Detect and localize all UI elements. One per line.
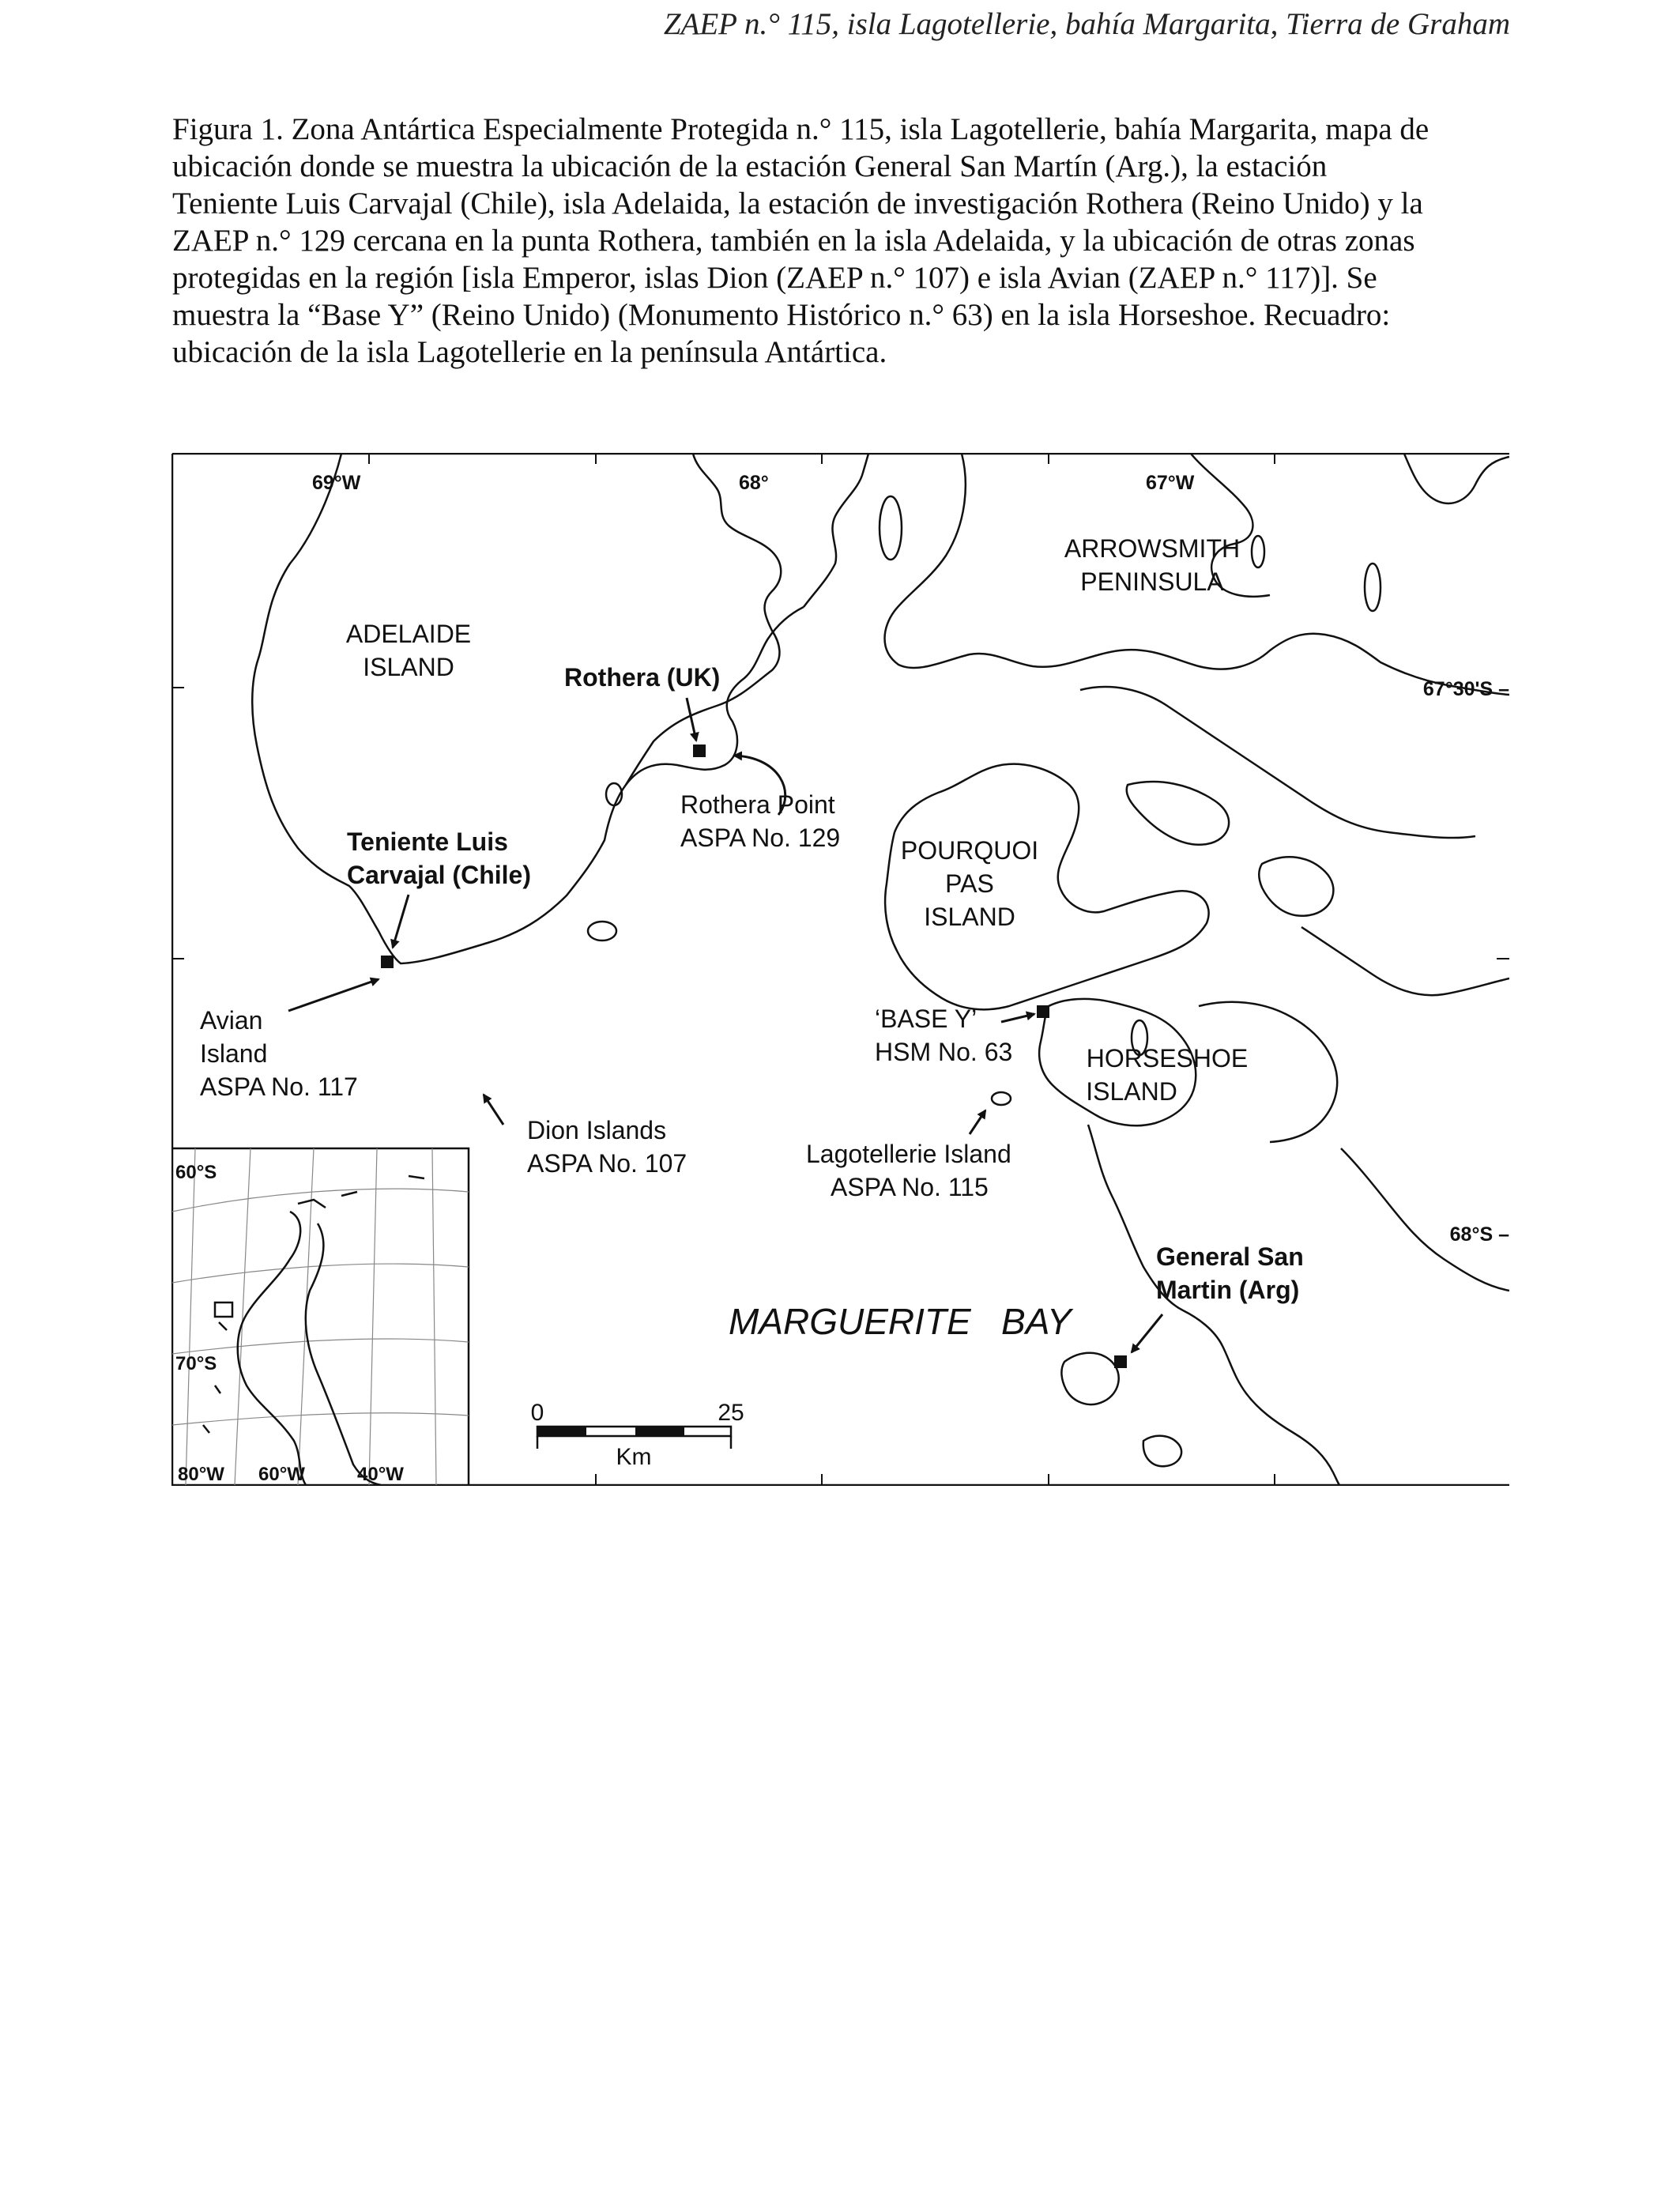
rothera-label: Rothera (UK) <box>564 663 721 692</box>
base-y-arrow <box>1001 1014 1034 1022</box>
caption-line: ubicación de la isla Lagotellerie en la península Antártica. <box>172 335 887 369</box>
lagotellerie-arrow <box>970 1110 985 1134</box>
rothera-point-label: Rothera Point <box>680 790 835 819</box>
coast-north-2 <box>804 454 868 607</box>
horseshoe-label: HORSESHOE <box>1086 1044 1249 1072</box>
dion-label: Dion Islands <box>527 1116 667 1144</box>
arrowsmith-label: ARROWSMITH <box>1064 534 1241 563</box>
pourquoi-label: PAS <box>945 869 994 898</box>
san-martin-label: General San <box>1156 1242 1304 1271</box>
region-labels <box>346 534 1248 1342</box>
southern-island-1 <box>1061 1353 1118 1404</box>
inset-map <box>172 1148 469 1485</box>
marguerite-bay-label: MARGUERITE BAY <box>729 1301 1072 1342</box>
scale-start-label: 0 <box>530 1400 544 1426</box>
running-header: ZAEP n.° 115, isla Lagotellerie, bahía Margarita, Tierra de Graham <box>663 7 1510 41</box>
caption-line: protegidas en la región [isla Emperor, islas Dion (ZAEP n.° 107) e isla Avian (ZAEP n.° 117)]. Se <box>172 261 1377 295</box>
scale-end-label: 25 <box>718 1400 744 1426</box>
rothera-arrow <box>687 698 696 741</box>
horseshoe-label: ISLAND <box>1086 1077 1177 1106</box>
avian-arrow <box>288 979 379 1011</box>
inset-latitude-label: 60°S <box>175 1162 217 1183</box>
rothera-station-marker <box>693 745 706 757</box>
base-y-label: ‘BASE Y’ <box>875 1005 977 1033</box>
avian-label: Avian <box>200 1006 263 1035</box>
latitude-label: 68°S – <box>1449 1223 1509 1246</box>
east-island-2 <box>1259 857 1333 915</box>
san-martin-station-marker <box>1114 1355 1127 1368</box>
scale-unit-label: Km <box>616 1444 652 1470</box>
latitude-label: 67°30'S – <box>1422 678 1509 700</box>
map-svg <box>171 453 1509 1486</box>
rothera-point-label: ASPA No. 129 <box>680 824 841 852</box>
small-island <box>1252 536 1264 567</box>
san-martin-label: Martin (Arg) <box>1156 1276 1300 1304</box>
small-island <box>1365 564 1381 611</box>
carvajal-label: Carvajal (Chile) <box>347 861 531 889</box>
avian-label: ASPA No. 117 <box>200 1072 358 1101</box>
east-channel-coast <box>1080 687 1475 838</box>
scale-bar <box>531 1400 744 1470</box>
inset-longitude-label: 40°W <box>357 1464 404 1485</box>
east-coast-mid <box>1301 927 1509 995</box>
avian-label: Island <box>200 1039 268 1068</box>
caption-line: ubicación donde se muestra la ubicación de la estación General San Martín (Arg.), la estación <box>172 149 1328 183</box>
carvajal-arrow <box>393 895 409 948</box>
pourquoi-label: ISLAND <box>924 903 1015 931</box>
carvajal-label: Teniente Luis <box>347 827 508 856</box>
figure-caption <box>172 111 1516 371</box>
adelaide-label: ISLAND <box>363 653 454 681</box>
southern-island-2 <box>1143 1436 1181 1467</box>
lagotellerie-island-shape <box>992 1092 1011 1105</box>
inset-longitude-label: 60°W <box>258 1464 305 1485</box>
northern-coast <box>626 454 781 785</box>
lagotellerie-label: Lagotellerie Island <box>806 1140 1011 1168</box>
caption-line: ZAEP n.° 129 cercana en la punta Rothera, también en la isla Adelaida, y la ubicación de otras zonas <box>172 224 1415 258</box>
longitude-label: 69°W <box>312 472 361 494</box>
carvajal-station-marker <box>381 956 394 968</box>
base-y-label: HSM No. 63 <box>875 1038 1013 1066</box>
location-map <box>171 453 1509 1486</box>
lagotellerie-label: ASPA No. 115 <box>831 1173 989 1201</box>
caption-line: Teniente Luis Carvajal (Chile), isla Adelaida, la estación de investigación Rothera (Reino Unido) y la <box>172 187 1423 221</box>
base-y-marker <box>1037 1005 1049 1018</box>
pourquoi-label: POURQUOI <box>900 836 1039 865</box>
caption-line: Figura 1. Zona Antártica Especialmente Protegida n.° 115, isla Lagotellerie, bahía Margarita, mapa de <box>172 112 1430 146</box>
station-labels <box>347 663 1304 1304</box>
east-island-1 <box>1127 782 1229 845</box>
inset-latitude-label: 70°S <box>175 1353 217 1374</box>
mainland-coast-east <box>1341 1148 1509 1291</box>
inset-longitude-label: 80°W <box>178 1464 224 1485</box>
mainland-coast-south <box>1088 1125 1339 1485</box>
longitude-label: 67°W <box>1146 472 1195 494</box>
arrowsmith-label: PENINSULA <box>1080 567 1224 596</box>
caption-line: muestra la “Base Y” (Reino Unido) (Monumento Histórico n.° 63) en la isla Horseshoe. Recuadro: <box>172 298 1391 332</box>
small-island <box>588 922 616 941</box>
dion-arrow <box>484 1095 503 1125</box>
adelaide-label: ADELAIDE <box>345 620 472 648</box>
pourquoi-pas-island-coast <box>885 764 1209 1010</box>
northeast-coast <box>1404 454 1509 503</box>
small-island <box>880 496 902 560</box>
longitude-label: 68° <box>739 472 769 494</box>
san-martin-arrow <box>1132 1314 1162 1352</box>
dion-label: ASPA No. 107 <box>527 1149 687 1178</box>
